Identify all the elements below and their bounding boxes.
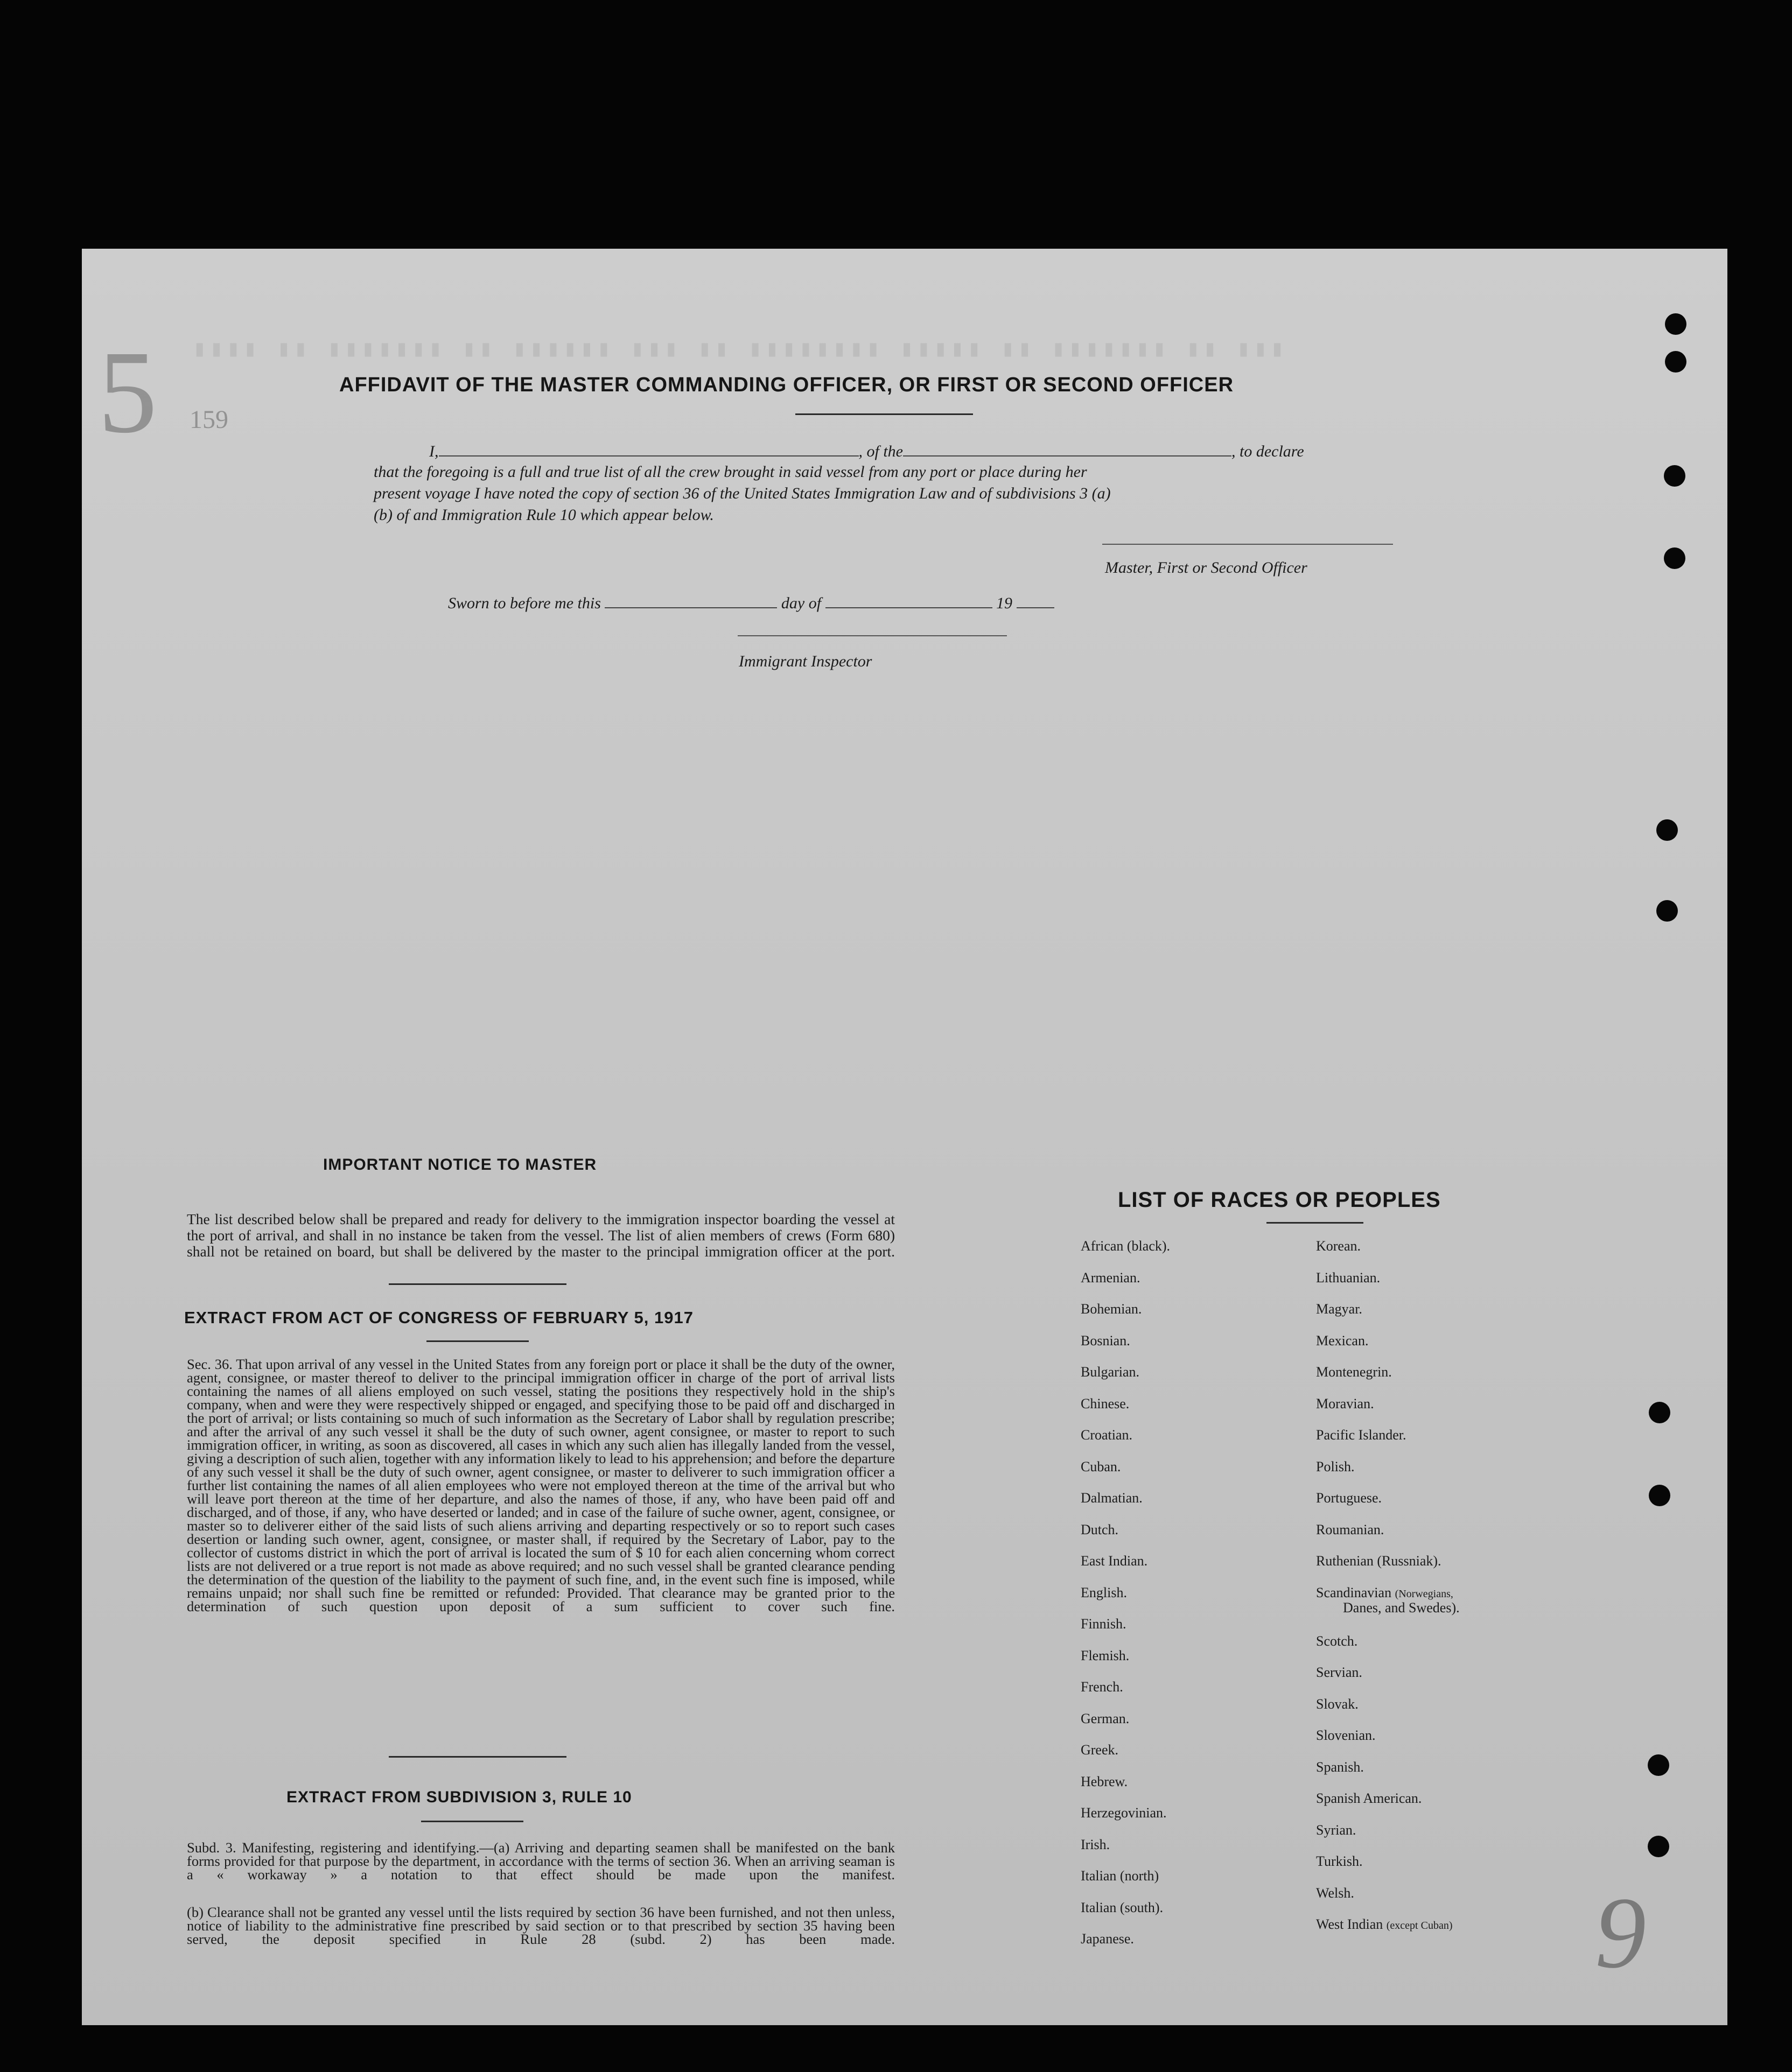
race-item: Roumanian. <box>1316 1521 1384 1537</box>
race-item: Finnish. <box>1081 1616 1126 1632</box>
race-item: Magyar. <box>1316 1301 1362 1317</box>
sheet-number: 159 <box>190 405 228 434</box>
race-item: Portuguese. <box>1316 1490 1382 1506</box>
punch-hole <box>1648 1836 1669 1857</box>
corner-mark: 9 <box>1595 1877 1646 1990</box>
race-item: Hebrew. <box>1081 1773 1128 1789</box>
race-item: Bosnian. <box>1081 1332 1130 1348</box>
race-item: Spanish American. <box>1316 1790 1422 1806</box>
master-signature-label: Master, First or Second Officer <box>1105 559 1307 577</box>
race-note: Danes, and Swedes). <box>1343 1599 1460 1616</box>
notice-rule <box>389 1283 566 1285</box>
race-item-west-indian <box>1316 1916 1460 1948</box>
act-rule <box>426 1340 529 1342</box>
affidavit-line-2: that the foregoing is a full and true list of all the crew brought in said vessel from any port or place during her <box>374 463 1087 481</box>
sworn-line <box>448 593 1054 613</box>
race-item: Moravian. <box>1316 1395 1374 1411</box>
act-end-rule <box>389 1756 566 1758</box>
race-item: French. <box>1081 1679 1123 1695</box>
rule-text-b: (b) Clearance shall not be granted any vessel until the lists required by section 36 have been furnished, and not then unless, notice of liability to the administrative fine prescribed by said section or to that prescribed by section 35 having been served, the deposit specified in Rule 28 (subd. 2) has been made. <box>187 1904 895 1947</box>
notice-title: IMPORTANT NOTICE TO MASTER <box>323 1156 597 1174</box>
race-item: Montenegrin. <box>1316 1364 1392 1380</box>
rule-title: EXTRACT FROM SUBDIVISION 3, RULE 10 <box>286 1788 632 1806</box>
race-item: Turkish. <box>1316 1853 1363 1869</box>
punch-hole <box>1665 351 1686 373</box>
race-item: Lithuanian. <box>1316 1269 1381 1286</box>
race-item: Armenian. <box>1081 1269 1140 1286</box>
race-item: Japanese. <box>1081 1931 1134 1947</box>
race-item: Dalmatian. <box>1081 1490 1143 1506</box>
race-note: (except Cuban) <box>1386 1920 1453 1931</box>
race-item: Herzegovinian. <box>1081 1805 1167 1821</box>
races-rule <box>1266 1222 1363 1224</box>
affidavit-title: AFFIDAVIT OF THE MASTER COMMANDING OFFICER, OR FIRST OR SECOND OFFICER <box>339 374 1234 396</box>
affidavit-to-declare: , to declare <box>1231 443 1304 460</box>
punch-hole <box>1664 465 1685 487</box>
race-note: (Norwegians, <box>1395 1588 1453 1600</box>
punch-hole <box>1656 819 1678 841</box>
race-item: Flemish. <box>1081 1647 1130 1663</box>
race-label: West Indian <box>1316 1916 1383 1932</box>
inspector-label: Immigrant Inspector <box>739 652 872 670</box>
races-title: LIST OF RACES OR PEOPLES <box>1118 1188 1441 1212</box>
races-column-1 <box>1081 1238 1170 1963</box>
race-item: Bohemian. <box>1081 1301 1142 1317</box>
race-item: Mexican. <box>1316 1332 1369 1348</box>
affidavit-i: I, <box>429 443 439 460</box>
race-label: Scandinavian <box>1316 1584 1392 1600</box>
race-item: Syrian. <box>1316 1822 1356 1838</box>
race-item: Ruthenian (Russniak). <box>1316 1553 1441 1569</box>
bleed-through: ▮▮▮ ▮▮ ▮▮▮▮▮▮▮ ▮▮ ▮▮▮▮▮ ▮▮▮▮▮▮▮▮ ▮▮ ▮▮▮ ▮▮▮▮▮▮ ▮▮ ▮▮▮▮▮▮▮ ▮▮ ▮▮▮▮ <box>190 337 1284 363</box>
act-text: Sec. 36. That upon arrival of any vessel in the United States from any foreign port or place it shall be the duty of the owner, agent, consignee, or master thereof to deliver to the principal immigration officer in charge of the port of arrival lists containing the names of all aliens employed on such vessel, stating the positions they respectively hold in the ship's company, when and were they were respectively shipped or engaged, and specifying those to be paid off and discharged in the port of arrival; or lists containing so much of such information as the Secretary of Labor shall by regulation prescribe; and after the arrival of any such vessel it shall be the duty of such owner, agent consignee, or master to report to such immigration officer, in writing, as soon as discovered, all cases in which any such alien has illegally landed from the vessel, giving a description of such alien, together with any information likely to lead to his apprehension; and before the departure of any such vessel it shall be the duty of such owner, agent consignee, or master to deliverer to such immigration officer a further list containing the names of all alien employees who were not employed thereon at the time of the arrival but who will leave port thereon at the time of her departure, and also the names of those, if any, who have been paid off and discharged, and of those, if any, who have deserted or landed; and in case of the failure of suche owner, agent, consignee, or master so to deliverer either of the said lists of such aliens arriving and departing respectively or so to report such cases desertion or landing such owner, agent, consignee, or master shall, if required by the Secretary of Labor, pay to the collector of customs district in which the port of arrival is located the sum of $ 10 for each alien concerning whom correct lists are not delivered or a true report is not made as above required; and no such vessel shall be granted clearance pending the determination of the question of the liability to the payment of such fine, and, in the event such fine is imposed, while remains unpaid; nor shall such fine be remitted or refunded: Provided. That clearance may be granted prior to the determination of such question upon deposit of a sum sufficient to cover such fine. <box>187 1356 895 1614</box>
race-item: Slovenian. <box>1316 1727 1376 1743</box>
race-item: Cuban. <box>1081 1458 1121 1474</box>
race-item: Bulgarian. <box>1081 1364 1140 1380</box>
affidavit-declaration-line <box>429 441 1304 461</box>
race-item: Dutch. <box>1081 1521 1119 1537</box>
punch-hole <box>1656 900 1678 922</box>
punch-hole <box>1649 1485 1670 1506</box>
page-number: 5 <box>98 326 157 458</box>
race-item: Slovak. <box>1316 1696 1359 1712</box>
inspector-signature-line <box>738 635 1007 636</box>
master-signature-line <box>1102 544 1393 545</box>
affidavit-rule <box>795 413 973 415</box>
notice-text: The list described below shall be prepared and ready for delivery to the immigration inspector boarding the vessel at the port of arrival, and shall in no instance be taken from the vessel. The list of alien members of crews (Form 680) shall not be retained on board, but shall be delivered by the master to the principal immigration officer at the port. <box>187 1211 895 1260</box>
race-item: Polish. <box>1316 1458 1355 1474</box>
race-item: Croatian. <box>1081 1427 1133 1443</box>
sworn-month-blank <box>825 593 992 608</box>
affidavit-line-4: (b) of and Immigration Rule 10 which appear below. <box>374 506 714 524</box>
act-title: EXTRACT FROM ACT OF CONGRESS OF FEBRUARY 5, 1917 <box>184 1308 694 1327</box>
race-item: Spanish. <box>1316 1759 1364 1775</box>
punch-hole <box>1665 313 1686 335</box>
punch-hole <box>1648 1754 1669 1776</box>
document-sheet <box>82 249 1727 2025</box>
punch-hole <box>1649 1402 1670 1423</box>
sworn-day-blank <box>605 593 777 608</box>
race-item: Greek. <box>1081 1742 1119 1758</box>
race-item: Welsh. <box>1316 1885 1354 1901</box>
vessel-blank <box>903 441 1231 456</box>
race-item: African (black). <box>1081 1238 1171 1254</box>
affidavit-of-the: , of the <box>858 443 903 460</box>
race-item: Italian (south). <box>1081 1899 1164 1915</box>
race-item: German. <box>1081 1710 1130 1726</box>
name-blank <box>439 441 859 456</box>
punch-hole <box>1664 547 1685 569</box>
sworn-prefix: Sworn to before me this <box>448 594 601 612</box>
races-column-2 <box>1316 1238 1460 1948</box>
race-item: Scotch. <box>1316 1633 1358 1649</box>
race-item: Irish. <box>1081 1836 1110 1852</box>
sworn-day-label: day of <box>781 594 822 612</box>
race-item: Servian. <box>1316 1664 1362 1680</box>
race-item: English. <box>1081 1584 1127 1600</box>
race-item: Korean. <box>1316 1238 1361 1254</box>
rule-text-a: Subd. 3. Manifesting, registering and identifying.—(a) Arriving and departing seamen shall be manifested on the bank forms provided for that purpose by the department, in accordance with the terms of section 36. When an arriving seaman is a « workaway » a notation to that effect should be made upon the manifest. <box>187 1839 895 1883</box>
rule-rule <box>421 1821 523 1822</box>
affidavit-line-3: present voyage I have noted the copy of section 36 of the United States Immigration Law and of subdivisions 3 (a) <box>374 484 1111 502</box>
race-item: Pacific Islander. <box>1316 1427 1406 1443</box>
race-item-scandinavian <box>1316 1585 1460 1633</box>
race-item: Italian (north) <box>1081 1868 1159 1884</box>
sworn-year-blank <box>1017 593 1054 608</box>
race-item: Chinese. <box>1081 1395 1130 1411</box>
race-item: East Indian. <box>1081 1553 1148 1569</box>
sworn-year: 19 <box>996 594 1013 612</box>
